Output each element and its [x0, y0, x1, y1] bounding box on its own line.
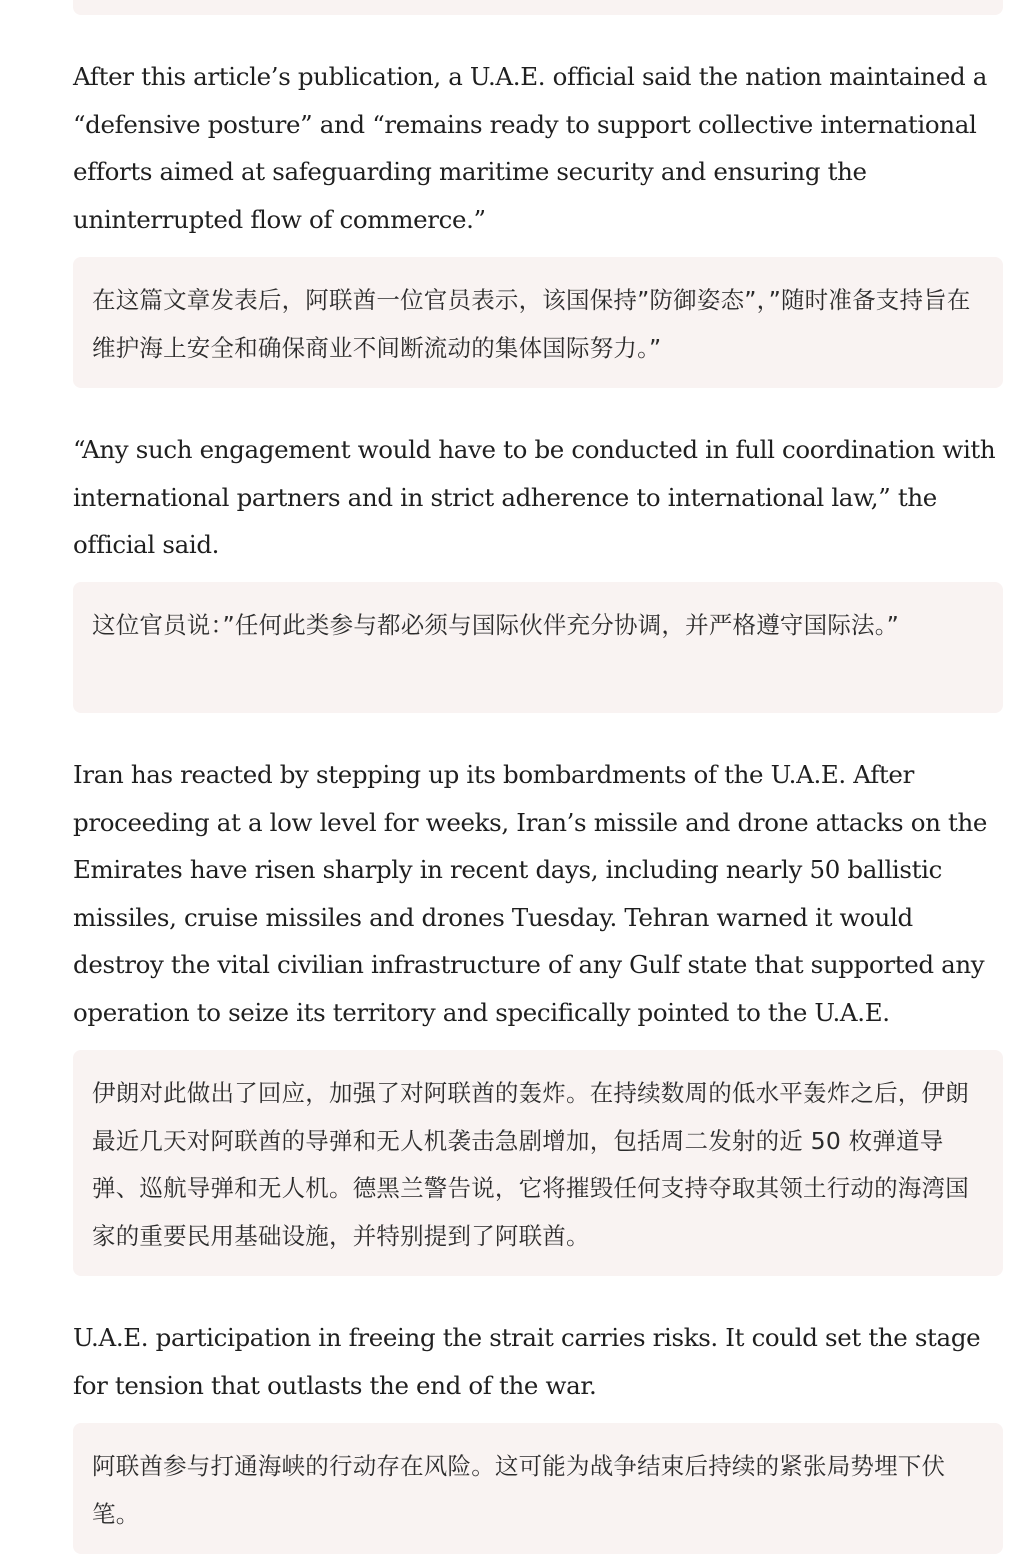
- translation-box: [73, 582, 1003, 713]
- paragraph-chinese: 阿联酋参与打通海峡的行动存在风险。这可能为战争结束后持续的紧张局势埋下伏笔。: [92, 1452, 946, 1528]
- paragraph-chinese: 这位官员说：”任何此类参与都必须与国际伙伴充分协调，并严格遵守国际法。”: [92, 611, 900, 639]
- paragraph-english: U.A.E. participation in freeing the strait carries risks. It could set the stage for tension that outlasts the end of the war.: [73, 1323, 981, 1400]
- paragraph-chinese: 在这篇文章发表后，阿联酋一位官员表示，该国保持”防御姿态”，”随时准备支持旨在维护海上安全和确保商业不间断流动的集体国际努力。”: [92, 286, 971, 362]
- paragraph-english: Iran has reacted by stepping up its bombardments of the U.A.E. After proceeding at a low level for weeks, Iran’s missile and drone attacks on the Emirates have risen sharply in recent days, including nearly 50 ballistic missiles, cruise missiles and drones Tuesday. Tehran warned it would destroy the vital civilian infrastructure of any Gulf state that supported any operation to seize its territory and specifically pointed to the U.A.E.: [73, 760, 988, 1027]
- paragraph-english: After this article’s publication, a U.A.E. official said the nation maintained a “defensive posture” and “remains ready to support collective international efforts aimed at safeguarding maritime security and ensuring the uninterrupted flow of commerce.”: [73, 62, 988, 234]
- translation-box: [73, 1423, 1003, 1554]
- translation-box: [73, 257, 1003, 388]
- paragraph-english: “Any such engagement would have to be conducted in full coordination with international partners and in strict adherence to international law,” the official said.: [73, 435, 996, 560]
- translation-box: [73, 1050, 1003, 1276]
- previous-translation-box: [73, 0, 1003, 15]
- paragraph-chinese: 伊朗对此做出了回应，加强了对阿联酋的轰炸。在持续数周的低水平轰炸之后，伊朗最近几天对阿联酋的导弹和无人机袭击急剧增加，包括周二发射的近 50 枚弹道导弹、巡航导弹和无人机。德黑兰警告说，它将摧毁任何支持夺取其领土行动的海湾国家的重要民用基础设施，并特别提到了阿联酋。: [92, 1079, 969, 1250]
